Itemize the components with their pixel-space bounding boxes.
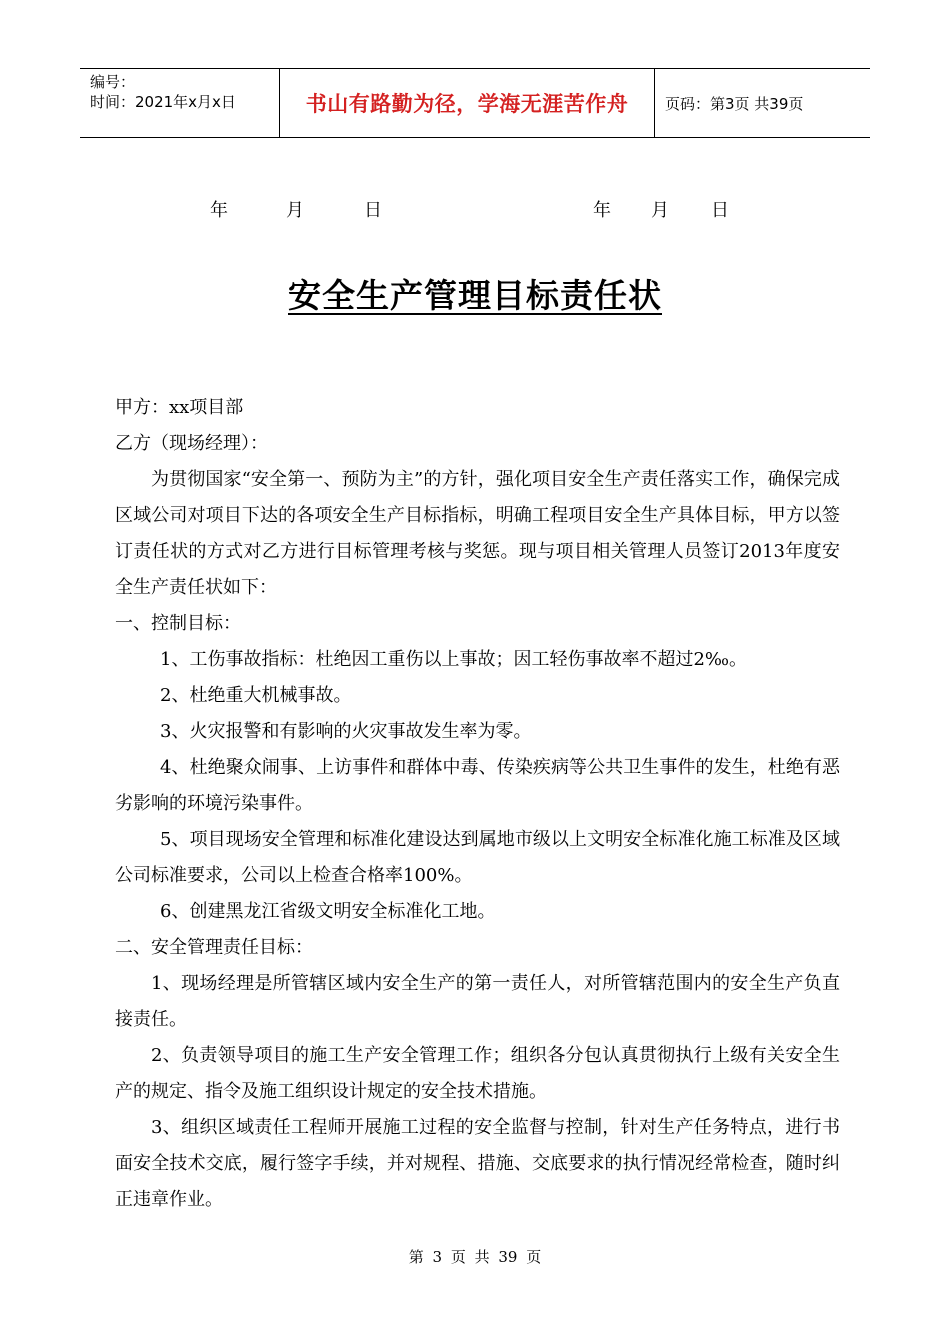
section1-item: 6、创建黑龙江省级文明安全标准化工地。 — [160, 901, 496, 922]
section1-item: 4、杜绝聚众闹事、上访事件和群体中毒、传染疾病等公共卫生事件的发生，杜绝有恶劣影响的环境污染事件。 — [115, 757, 840, 814]
header-page-cell — [655, 69, 870, 137]
header-page-label: 页码：第3页 共39页 — [665, 94, 804, 113]
section2-item: 2、负责领导项目的施工生产安全管理工作；组织各分包认真贯彻执行上级有关安全生产的规定、指令及施工组织设计规定的安全技术措施。 — [115, 1045, 840, 1102]
document-code-label: 编号： — [90, 73, 136, 91]
section2-item: 1、现场经理是所管辖区域内安全生产的第一责任人，对所管辖范围内的安全生产负直接责任。 — [115, 973, 840, 1030]
page-header — [80, 68, 870, 138]
page-footer: 第 3 页 共 39 页 — [408, 1248, 542, 1266]
signature-date-left — [210, 196, 382, 222]
date-year: 年 — [210, 200, 228, 221]
document-time-label: 时间：2021年x月x日 — [90, 93, 236, 111]
section1-item: 1、工伤事故指标：杜绝因工重伤以上事故；因工轻伤事故率不超过2‰。 — [160, 649, 748, 670]
section2-heading: 二、安全管理责任目标： — [115, 937, 313, 958]
party-b: 乙方（现场经理）： — [115, 433, 268, 454]
document-title — [0, 270, 950, 317]
date-day: 日 — [364, 200, 382, 221]
signature-date-right — [593, 196, 729, 222]
section1-heading: 一、控制目标： — [115, 613, 241, 634]
header-motto-cell — [280, 69, 655, 137]
header-motto: 书山有路勤为径，学海无涯苦作舟 — [305, 92, 629, 116]
date-year: 年 — [593, 200, 611, 221]
document-title-text: 安全生产管理目标责任状 — [288, 276, 662, 315]
header-meta-cell — [80, 69, 280, 137]
document-body — [115, 390, 840, 1218]
section1-item: 2、杜绝重大机械事故。 — [160, 685, 352, 706]
date-month: 月 — [651, 200, 669, 221]
section2-item: 3、组织区域责任工程师开展施工过程的安全监督与控制，针对生产任务特点，进行书面安全技术交底，履行签字手续，并对规程、措施、交底要求的执行情况经常检查，随时纠正违章作业。 — [115, 1117, 840, 1210]
date-month: 月 — [286, 200, 304, 221]
section1-item: 5、项目现场安全管理和标准化建设达到属地市级以上文明安全标准化施工标准及区域公司标准要求，公司以上检查合格率100%。 — [115, 829, 840, 886]
section1-item: 3、火灾报警和有影响的火灾事故发生率为零。 — [160, 721, 532, 742]
date-day: 日 — [711, 200, 729, 221]
intro-paragraph: 为贯彻国家“安全第一、预防为主”的方针，强化项目安全生产责任落实工作，确保完成区域公司对项目下达的各项安全生产目标指标，明确工程项目安全生产具体目标，甲方以签订责任状的方式对乙方进行目标管理考核与奖惩。现与项目相关管理人员签订2013年度安全生产责任状如下： — [115, 469, 840, 598]
party-a: 甲方：xx项目部 — [115, 397, 244, 418]
